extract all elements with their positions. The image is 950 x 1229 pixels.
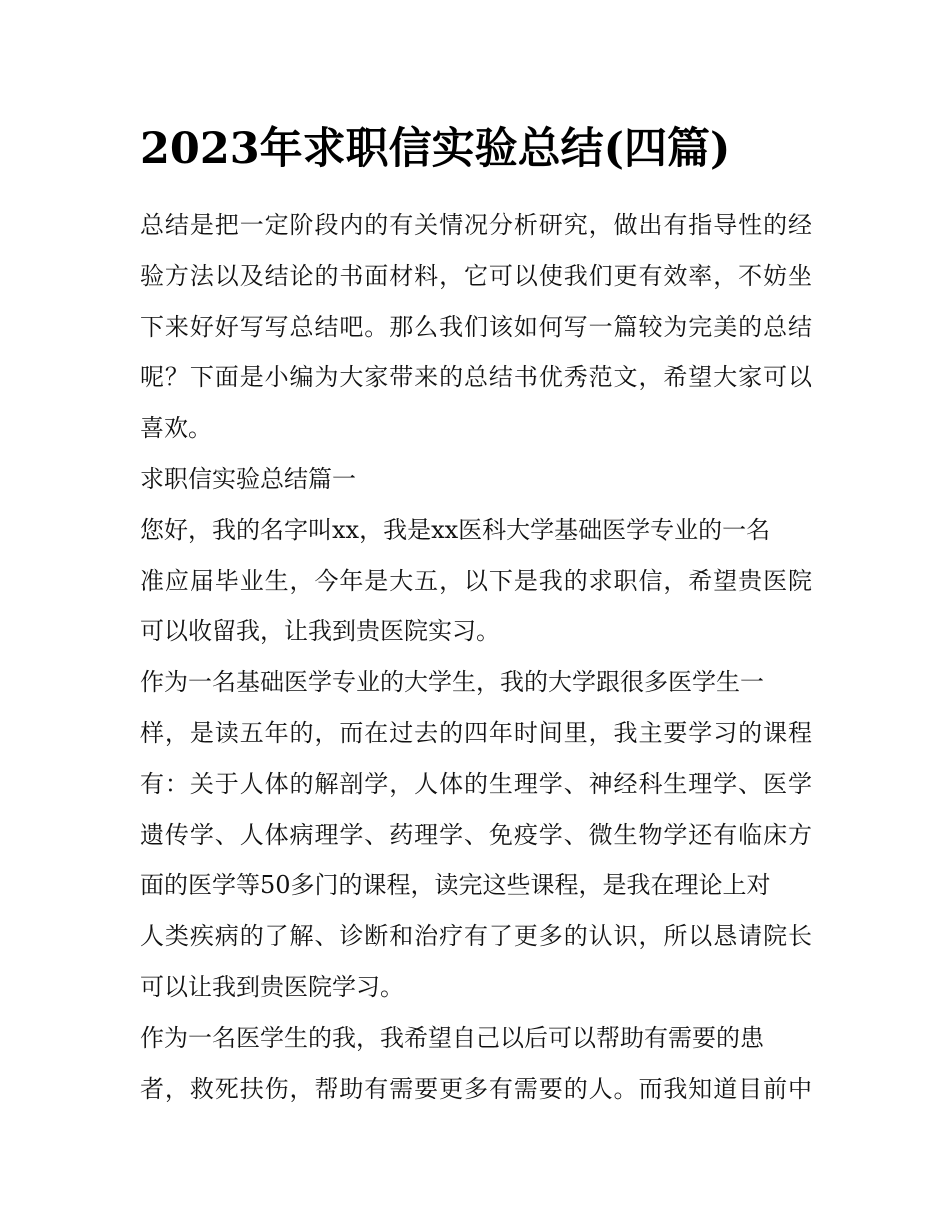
document-body — [140, 200, 812, 1114]
body-line: 样，是读五年的，而在过去的四年时间里，我主要学习的课程 — [140, 718, 812, 747]
body-line: 下来好好写写总结吧。那么我们该如何写一篇较为完美的总结 — [140, 312, 812, 341]
body-line: 总结是把一定阶段内的有关情况分析研究，做出有指导性的经 — [140, 211, 812, 239]
body-line: 面的医学等50多门的课程，读完这些课程，是我在理论上对 — [140, 871, 771, 900]
body-line: 求职信实验总结篇一 — [140, 464, 356, 493]
body-line: 遗传学、人体病理学、药理学、免疫学、微生物学还有临床方 — [140, 820, 812, 849]
body-line: 可以让我到贵医院学习。 — [140, 972, 404, 1001]
body-line: 作为一名基础医学专业的大学生，我的大学跟很多医学生一 — [140, 668, 764, 697]
body-line: 呢？下面是小编为大家带来的总结书优秀范文，希望大家可以 — [140, 363, 812, 392]
body-line: 验方法以及结论的书面材料，它可以使我们更有效率，不妨坐 — [140, 261, 812, 290]
body-line: 准应届毕业生，今年是大五，以下是我的求职信，希望贵医院 — [140, 566, 812, 595]
body-line: 有：关于人体的解剖学，人体的生理学、神经科生理学、医学 — [140, 769, 812, 798]
document-title: 2023年求职信实验总结(四篇) — [140, 124, 731, 174]
body-line: 喜欢。 — [140, 414, 212, 443]
body-line: 者，救死扶伤，帮助有需要更多有需要的人。而我知道目前中 — [140, 1074, 812, 1103]
body-line: 您好，我的名字叫xx，我是xx医科大学基础医学专业的一名 — [140, 515, 771, 544]
body-line: 作为一名医学生的我，我希望自己以后可以帮助有需要的患 — [140, 1023, 764, 1052]
body-line: 人类疾病的了解、诊断和治疗有了更多的认识，所以恳请院长 — [140, 922, 812, 951]
body-line: 可以收留我，让我到贵医院实习。 — [140, 617, 500, 646]
